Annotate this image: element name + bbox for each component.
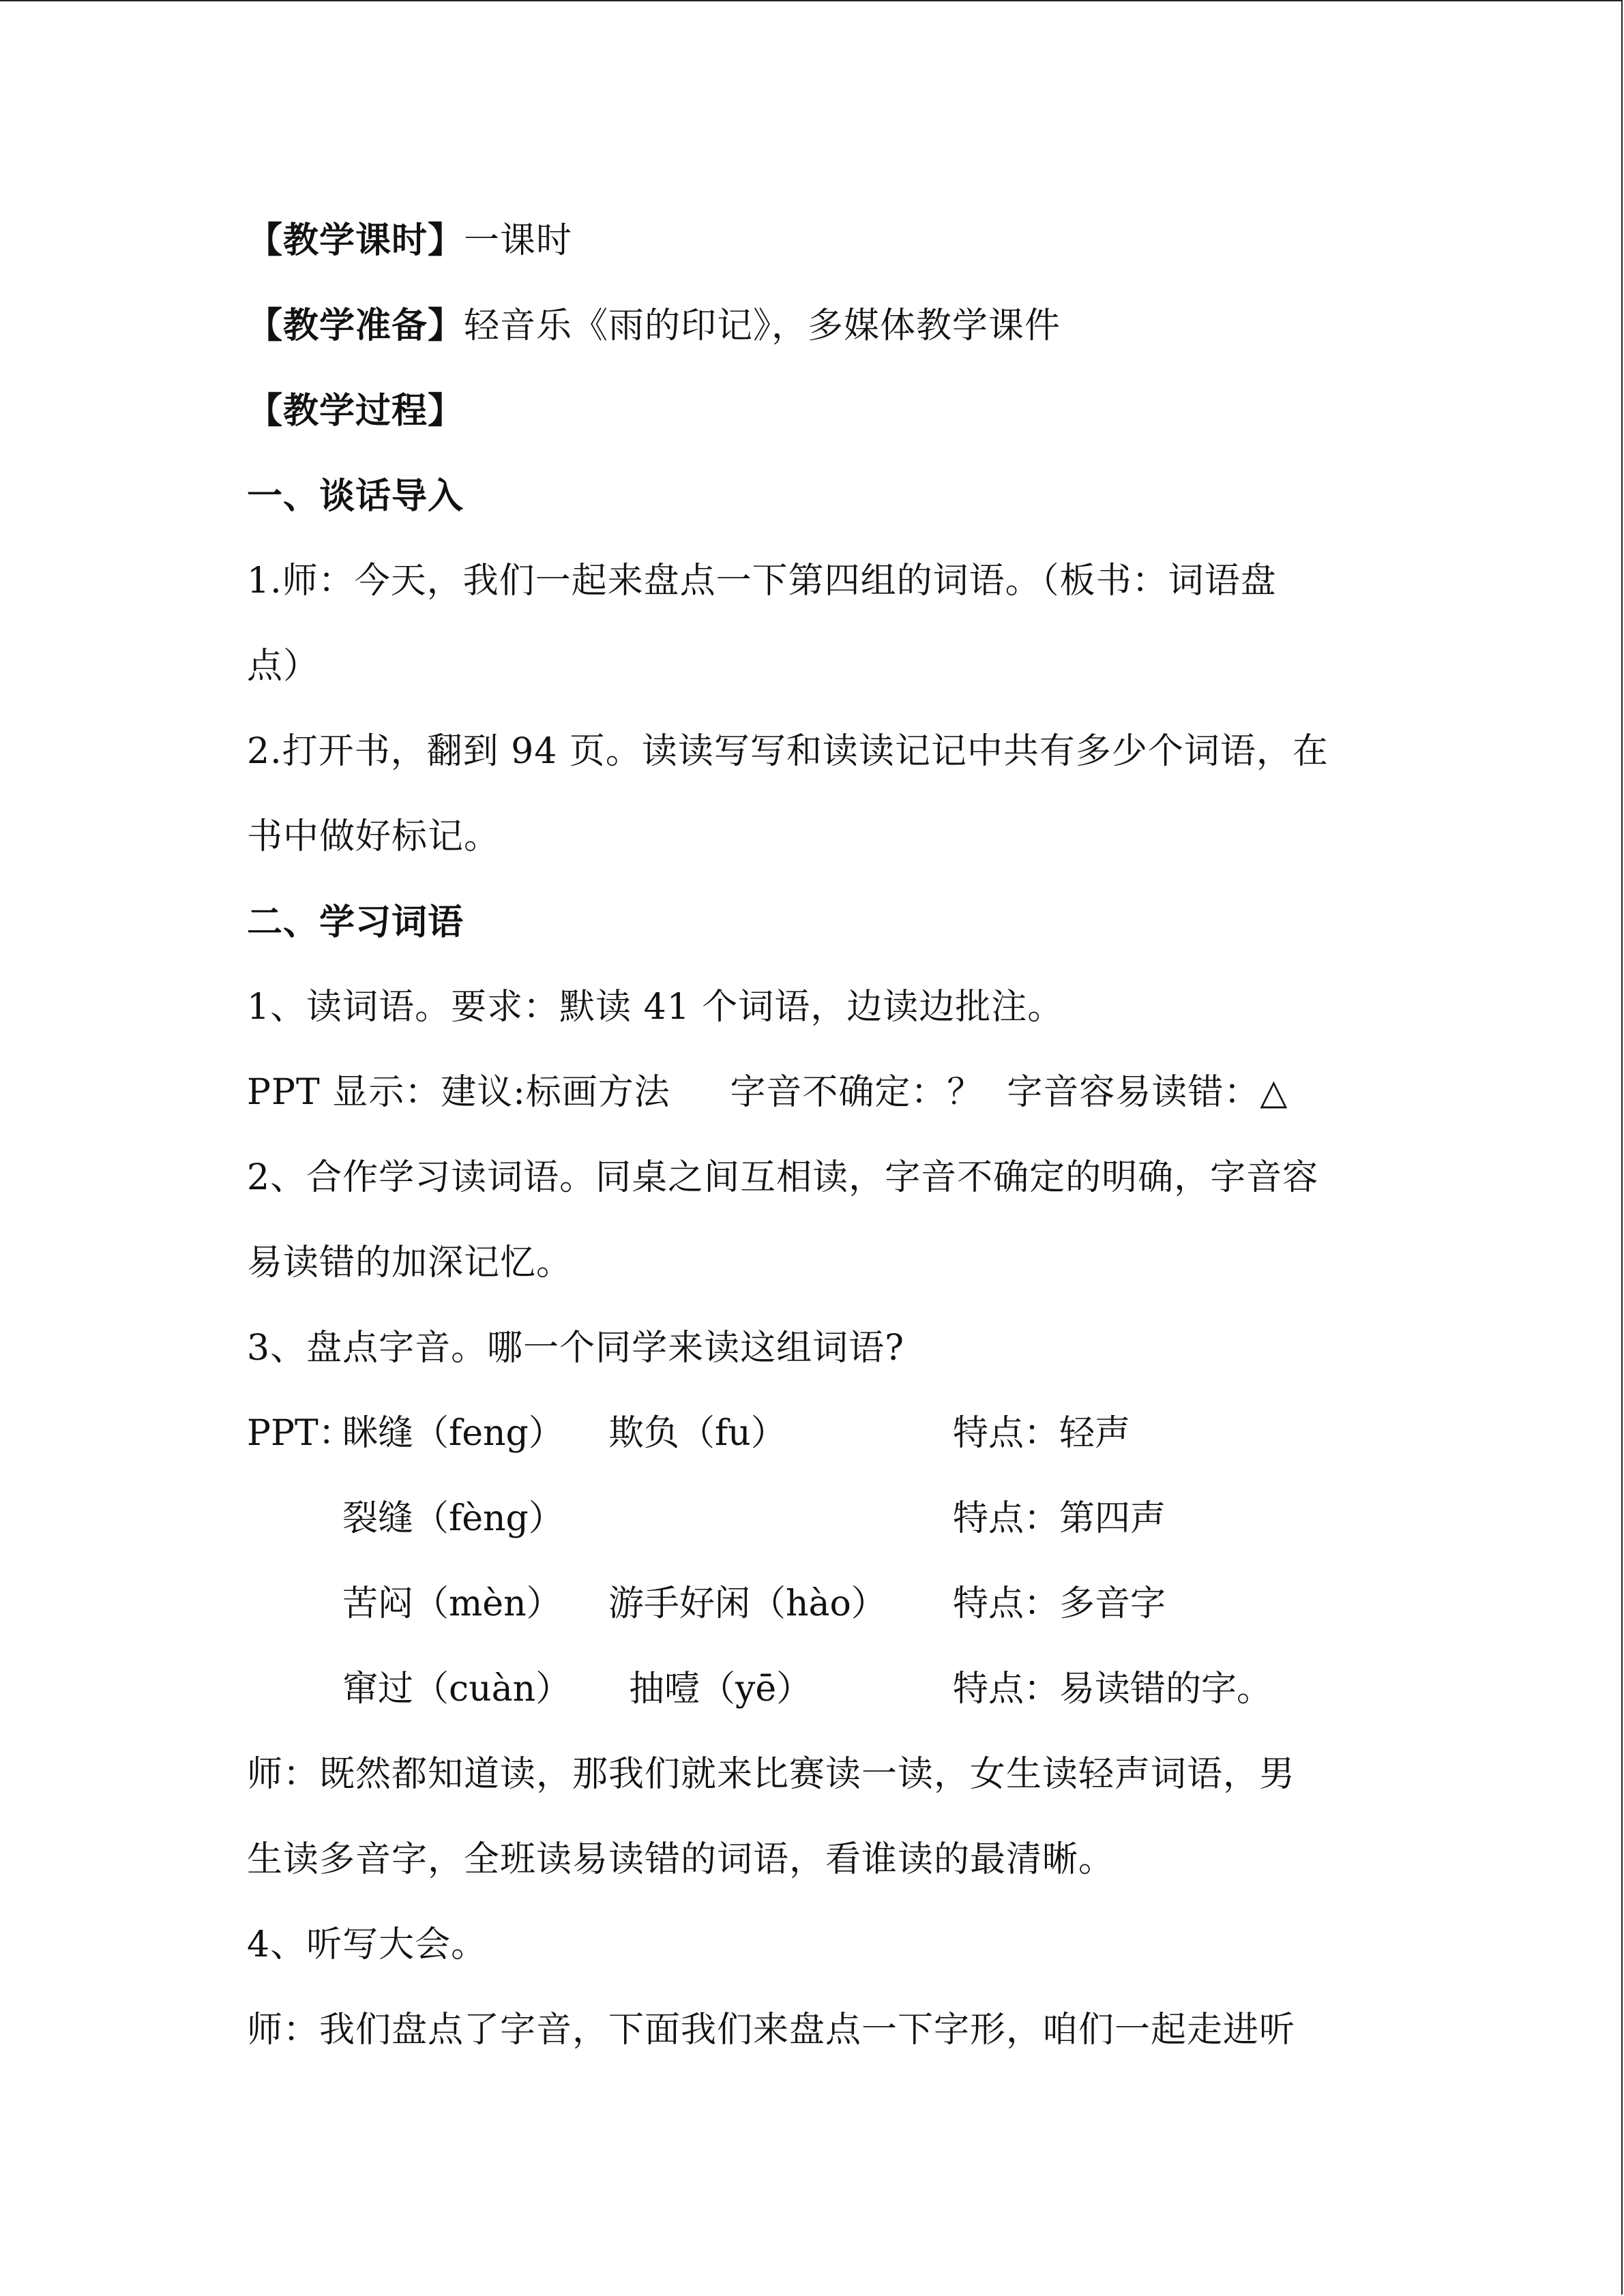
section-2-heading: 二、学习词语 (247, 901, 464, 943)
ppt-row (247, 1391, 1379, 1476)
teacher-line-1: 师：既然都知道读，那我们就来比赛读一读，女生读轻声词语，男 (247, 1754, 1296, 1795)
ppt-note: 特点：易读错的字。 (953, 1669, 1273, 1710)
ppt-word: 苦闷（mèn） (342, 1583, 562, 1624)
teacher-line-3: 师：我们盘点了字音，下面我们来盘点一下字形，咱们一起走进听 (247, 2010, 1296, 2051)
ppt-row (247, 1647, 1379, 1732)
teaching-period-label: 【教学课时】 (247, 220, 464, 261)
ppt-note: 特点：轻声 (953, 1413, 1131, 1454)
section-1-heading: 一、谈话导入 (247, 475, 464, 517)
ppt-row (247, 1562, 1379, 1647)
ppt-word: 裂缝（fèng） (342, 1498, 564, 1539)
ppt-note: 特点：第四声 (953, 1498, 1166, 1539)
teaching-prep-label: 【教学准备】 (247, 305, 464, 346)
teaching-process-heading: 【教学过程】 (247, 390, 464, 432)
step-4: 4、听写大会。 (247, 1924, 488, 1965)
ppt-hint: PPT 显示：建议:标画方法 字音不确定：？ 字音容易读错：△ (247, 1072, 1288, 1113)
ppt-row (247, 1476, 1379, 1562)
ppt-word-table (247, 1391, 1379, 1732)
teaching-period (247, 198, 1379, 283)
paragraph-2-line-2: 书中做好标记。 (247, 816, 501, 857)
ppt-prefix: PPT： (247, 1413, 354, 1454)
ppt-note: 特点：多音字 (953, 1583, 1166, 1624)
step-1: 1、读词语。要求：默读 41 个词语，边读边批注。 (247, 987, 1064, 1028)
teaching-period-value: 一课时 (464, 220, 573, 261)
step-2-line-2: 易读错的加深记忆。 (247, 1242, 573, 1283)
step-3: 3、盘点字音。哪一个同学来读这组词语? (247, 1328, 904, 1369)
teaching-prep (247, 283, 1379, 368)
teacher-line-2: 生读多音字，全班读易读错的词语，看谁读的最清晰。 (247, 1839, 1115, 1880)
ppt-word: 欺负（fu） (608, 1413, 786, 1454)
ppt-word: 抽噎（yē） (629, 1669, 812, 1710)
document-body (247, 198, 1379, 2073)
step-2-line-1: 2、合作学习读词语。同桌之间互相读，字音不确定的明确，字音容 (247, 1157, 1319, 1198)
ppt-word: 眯缝（feng） (342, 1413, 564, 1454)
paragraph-2-line-1: 2.打开书，翻到 94 页。读读写写和读读记记中共有多少个词语，在 (247, 731, 1329, 772)
ppt-word: 游手好闲（hào） (608, 1583, 887, 1624)
teaching-prep-value: 轻音乐《雨的印记》，多媒体教学课件 (464, 305, 1061, 346)
paragraph-1-line-2: 点） (247, 646, 320, 687)
paragraph-1-line-1: 1.师：今天，我们一起来盘点一下第四组的词语。（板书：词语盘 (247, 561, 1277, 601)
ppt-word: 窜过（cuàn） (342, 1669, 572, 1710)
